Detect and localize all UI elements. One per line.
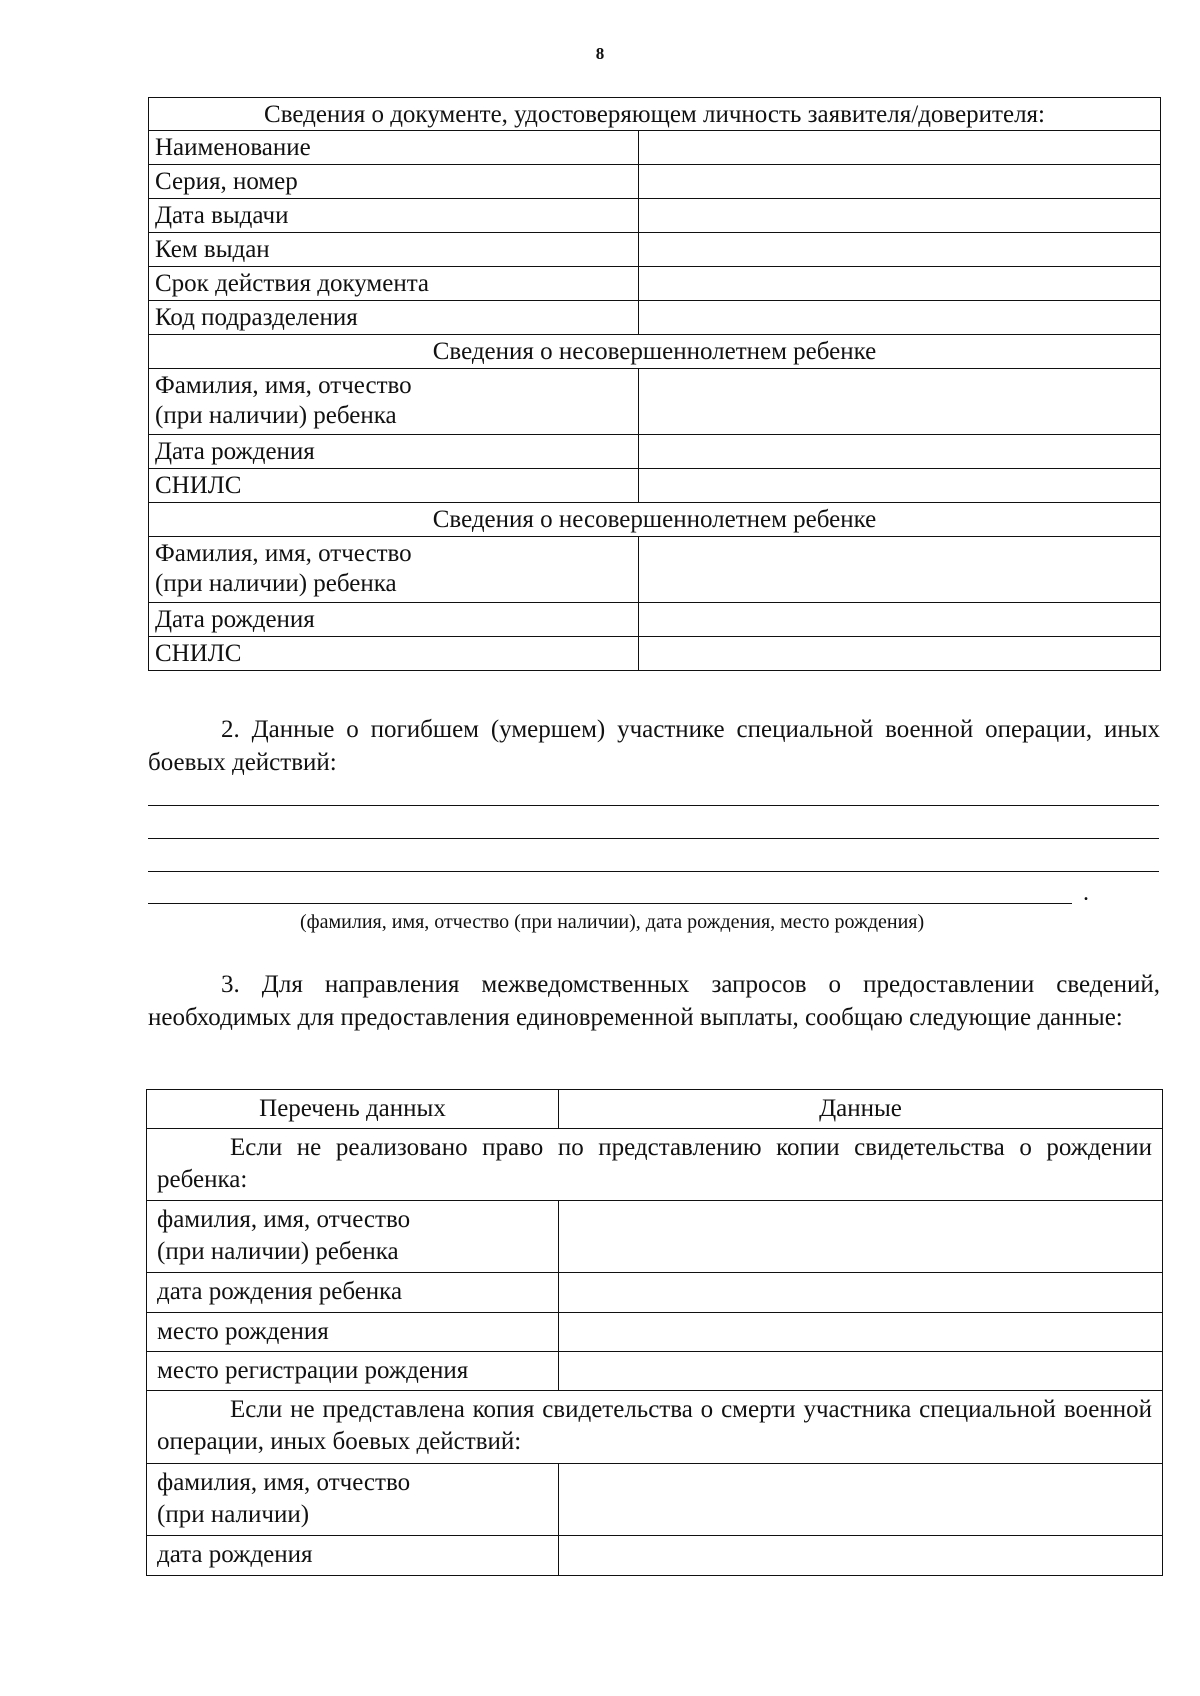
doc-division-code-value-cell[interactable] [639, 301, 1161, 335]
doc-validity-label: Срок действия документа [149, 267, 639, 301]
g1-registration-place-value-cell[interactable] [559, 1352, 1163, 1391]
g1-registration-place-label: место регистрации рождения [147, 1352, 559, 1391]
child-1-fio-label [149, 369, 639, 435]
g2-fio-value-cell[interactable] [559, 1464, 1163, 1536]
g1-birth-place-label: место рождения [147, 1313, 559, 1352]
child-1-snils-value-cell[interactable] [639, 469, 1161, 503]
child-2-fio-value-cell[interactable] [639, 537, 1161, 603]
doc-issued-by-value-cell[interactable] [639, 233, 1161, 267]
deceased-data-caption: (фамилия, имя, отчество (при наличии), дата рождения, место рождения) [300, 911, 925, 933]
doc-name-label: Наименование [149, 131, 639, 165]
doc-series-number-value-cell[interactable] [639, 165, 1161, 199]
g2-birth-date-value-cell[interactable] [559, 1536, 1163, 1576]
g1-fio-label [147, 1201, 559, 1273]
child-1-header: Сведения о несовершеннолетнем ребенке [149, 335, 1161, 369]
child-1-fio-value-cell[interactable] [639, 369, 1161, 435]
doc-issue-date-label: Дата выдачи [149, 199, 639, 233]
deceased-data-line-4[interactable] [148, 903, 1072, 904]
section-2-text: 2. Данные о погибшем (умершем) участнике специальной военной операции, иных боевых действий: [148, 716, 1160, 776]
doc-issue-date-value-cell[interactable] [639, 199, 1161, 233]
line-end-period: . [1083, 880, 1089, 906]
col-header-data-list: Перечень данных [147, 1090, 559, 1129]
group-1-note: Если не реализовано право по представлению копии свидетельства о рождении ребенка: [147, 1129, 1163, 1201]
g2-fio-line1: фамилия, имя, отчество [157, 1469, 411, 1496]
doc-name-value-cell[interactable] [639, 131, 1161, 165]
document-info-header: Сведения о документе, удостоверяющем личность заявителя/доверителя: [149, 98, 1161, 131]
child-2-snils-value-cell[interactable] [639, 637, 1161, 671]
section-3-text: 3. Для направления межведомственных запросов о предоставлении сведений, необходимых для предоставления единовременной выплаты, сообщаю следующие данные: [148, 971, 1160, 1031]
deceased-data-line-2[interactable] [148, 838, 1159, 839]
child-2-birth-date-value-cell[interactable] [639, 603, 1161, 637]
child-2-fio-label [149, 537, 639, 603]
doc-validity-value-cell[interactable] [639, 267, 1161, 301]
child-1-birth-date-value-cell[interactable] [639, 435, 1161, 469]
g1-birth-date-value-cell[interactable] [559, 1273, 1163, 1313]
g1-fio-line1: фамилия, имя, отчество [157, 1206, 411, 1233]
child-2-fio-line1: Фамилия, имя, отчество [155, 540, 412, 567]
group-2-note: Если не представлена копия свидетельства о смерти участника специальной военной операции, иных боевых действий: [147, 1391, 1163, 1464]
deceased-data-line-1[interactable] [148, 805, 1159, 806]
child-1-fio-line2: (при наличии) ребенка [155, 402, 397, 429]
interagency-data-table [146, 1089, 1163, 1576]
deceased-data-line-3[interactable] [148, 871, 1159, 872]
child-1-fio-line1: Фамилия, имя, отчество [155, 372, 412, 399]
g2-fio-label [147, 1464, 559, 1536]
g2-birth-date-label: дата рождения [147, 1536, 559, 1576]
g1-birth-place-value-cell[interactable] [559, 1313, 1163, 1352]
child-1-snils-label: СНИЛС [149, 469, 639, 503]
doc-series-number-label: Серия, номер [149, 165, 639, 199]
g1-fio-line2: (при наличии) ребенка [157, 1238, 399, 1265]
g2-fio-line2: (при наличии) [157, 1501, 310, 1528]
child-2-fio-line2: (при наличии) ребенка [155, 570, 397, 597]
col-header-data: Данные [559, 1090, 1163, 1129]
doc-division-code-label: Код подразделения [149, 301, 639, 335]
child-2-header: Сведения о несовершеннолетнем ребенке [149, 503, 1161, 537]
doc-issued-by-label: Кем выдан [149, 233, 639, 267]
g1-fio-value-cell[interactable] [559, 1201, 1163, 1273]
child-2-snils-label: СНИЛС [149, 637, 639, 671]
page-number: 8 [595, 44, 605, 63]
applicant-document-table [148, 97, 1161, 671]
child-2-birth-date-label: Дата рождения [149, 603, 639, 637]
child-1-birth-date-label: Дата рождения [149, 435, 639, 469]
g1-birth-date-label: дата рождения ребенка [147, 1273, 559, 1313]
